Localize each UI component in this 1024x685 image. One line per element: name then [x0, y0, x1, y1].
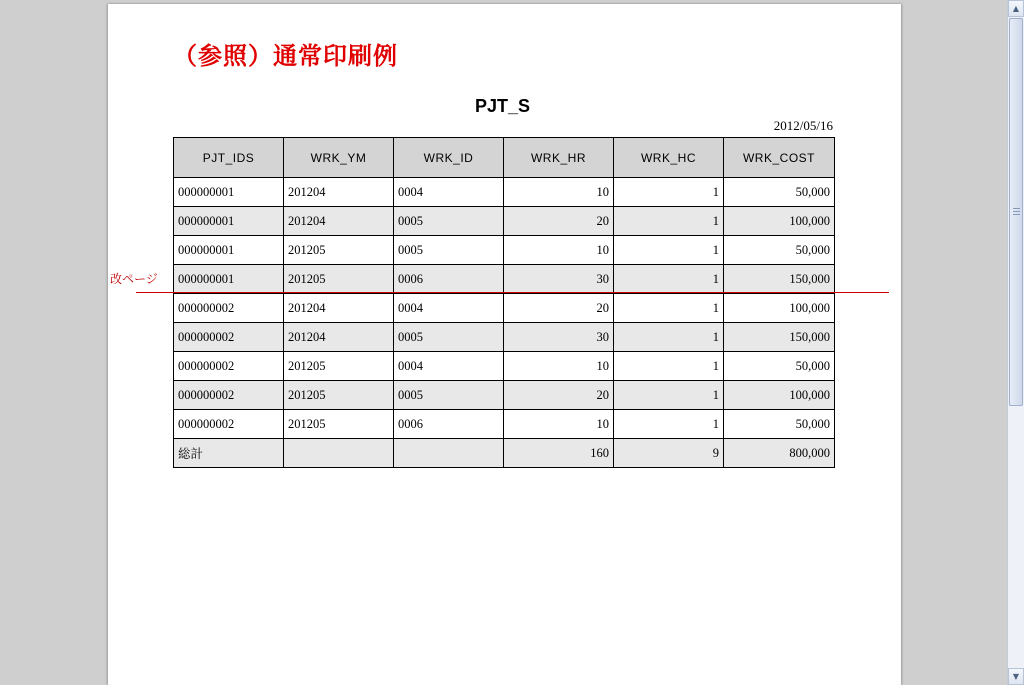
report-date: 2012/05/16 — [773, 118, 833, 133]
arrow-up-icon: ▲ — [1012, 4, 1020, 13]
cell-wrk-hc: 1 — [614, 323, 724, 352]
column-header-wrk-hr: WRK_HR — [504, 138, 614, 178]
table-row — [174, 410, 835, 439]
cell-wrk-hc: 1 — [614, 410, 724, 439]
total-wrk-hc: 9 — [614, 439, 724, 468]
page-break-line — [136, 292, 889, 293]
cell-pjt-ids: 000000001 — [174, 265, 284, 294]
column-header-wrk-hc: WRK_HC — [614, 138, 724, 178]
grip-line — [1013, 208, 1020, 209]
column-header-wrk-id: WRK_ID — [394, 138, 504, 178]
cell-wrk-hc: 1 — [614, 178, 724, 207]
cell-wrk-hr: 10 — [504, 236, 614, 265]
cell-wrk-ym: 201204 — [284, 207, 394, 236]
cell-wrk-id: 0006 — [394, 265, 504, 294]
cell-wrk-cost: 100,000 — [724, 381, 835, 410]
cell-wrk-id: 0004 — [394, 178, 504, 207]
column-header-wrk-ym: WRK_YM — [284, 138, 394, 178]
scroll-up-button[interactable] — [1008, 0, 1024, 17]
cell-wrk-hc: 1 — [614, 265, 724, 294]
cell-wrk-hr: 10 — [504, 178, 614, 207]
cell-wrk-id: 0005 — [394, 381, 504, 410]
cell-wrk-cost: 50,000 — [724, 178, 835, 207]
cell-wrk-hr: 10 — [504, 352, 614, 381]
grip-line — [1013, 211, 1020, 212]
cell-wrk-ym: 201205 — [284, 410, 394, 439]
cell-pjt-ids: 000000002 — [174, 294, 284, 323]
cell-wrk-hc: 1 — [614, 236, 724, 265]
cell-wrk-cost: 100,000 — [724, 207, 835, 236]
cell-wrk-hc: 1 — [614, 352, 724, 381]
arrow-down-icon: ▼ — [1012, 672, 1020, 681]
cell-wrk-id: 0004 — [394, 294, 504, 323]
total-wrk-cost: 800,000 — [724, 439, 835, 468]
total-wrk-hr: 160 — [504, 439, 614, 468]
cell-wrk-hr: 20 — [504, 381, 614, 410]
cell-wrk-ym: 201204 — [284, 323, 394, 352]
cell-wrk-id: 0004 — [394, 352, 504, 381]
total-label: 総計 — [174, 439, 284, 468]
cell-wrk-hr: 30 — [504, 323, 614, 352]
vertical-scrollbar[interactable] — [1007, 0, 1024, 685]
column-header-wrk-cost: WRK_COST — [724, 138, 835, 178]
scroll-thumb[interactable] — [1009, 18, 1023, 406]
column-header-pjt-ids: PJT_IDS — [174, 138, 284, 178]
cell-wrk-cost: 100,000 — [724, 294, 835, 323]
cell-wrk-id: 0006 — [394, 410, 504, 439]
total-empty-cell — [394, 439, 504, 468]
cell-wrk-cost: 50,000 — [724, 410, 835, 439]
report-title: PJT_S — [474, 96, 531, 116]
table-row — [174, 207, 835, 236]
cell-pjt-ids: 000000001 — [174, 207, 284, 236]
total-empty-cell — [284, 439, 394, 468]
grip-line — [1013, 214, 1020, 215]
cell-wrk-hc: 1 — [614, 381, 724, 410]
cell-wrk-cost: 50,000 — [724, 352, 835, 381]
cell-wrk-ym: 201205 — [284, 236, 394, 265]
page-heading: （参照）通常印刷例 — [173, 42, 398, 70]
cell-wrk-hc: 1 — [614, 207, 724, 236]
table-row — [174, 265, 835, 294]
cell-wrk-cost: 50,000 — [724, 236, 835, 265]
cell-wrk-ym: 201205 — [284, 265, 394, 294]
cell-wrk-hr: 20 — [504, 294, 614, 323]
cell-pjt-ids: 000000002 — [174, 381, 284, 410]
table-row — [174, 294, 835, 323]
cell-wrk-cost: 150,000 — [724, 323, 835, 352]
cell-wrk-ym: 201205 — [284, 381, 394, 410]
table-row — [174, 178, 835, 207]
cell-wrk-id: 0005 — [394, 207, 504, 236]
page-break-label: 改ページ — [110, 272, 158, 286]
cell-wrk-hr: 10 — [504, 410, 614, 439]
cell-wrk-cost: 150,000 — [724, 265, 835, 294]
cell-pjt-ids: 000000002 — [174, 410, 284, 439]
cell-wrk-id: 0005 — [394, 236, 504, 265]
cell-wrk-hc: 1 — [614, 294, 724, 323]
table-row — [174, 352, 835, 381]
table-row — [174, 323, 835, 352]
cell-pjt-ids: 000000001 — [174, 178, 284, 207]
cell-pjt-ids: 000000001 — [174, 236, 284, 265]
cell-wrk-hr: 20 — [504, 207, 614, 236]
cell-wrk-id: 0005 — [394, 323, 504, 352]
report-table — [173, 137, 835, 468]
cell-pjt-ids: 000000002 — [174, 323, 284, 352]
cell-wrk-ym: 201204 — [284, 294, 394, 323]
table-row — [174, 381, 835, 410]
table-header-row — [174, 138, 835, 178]
table-total-row — [174, 439, 835, 468]
cell-wrk-ym: 201204 — [284, 178, 394, 207]
cell-wrk-hr: 30 — [504, 265, 614, 294]
scroll-down-button[interactable] — [1008, 668, 1024, 685]
cell-pjt-ids: 000000002 — [174, 352, 284, 381]
table-row — [174, 236, 835, 265]
cell-wrk-ym: 201205 — [284, 352, 394, 381]
